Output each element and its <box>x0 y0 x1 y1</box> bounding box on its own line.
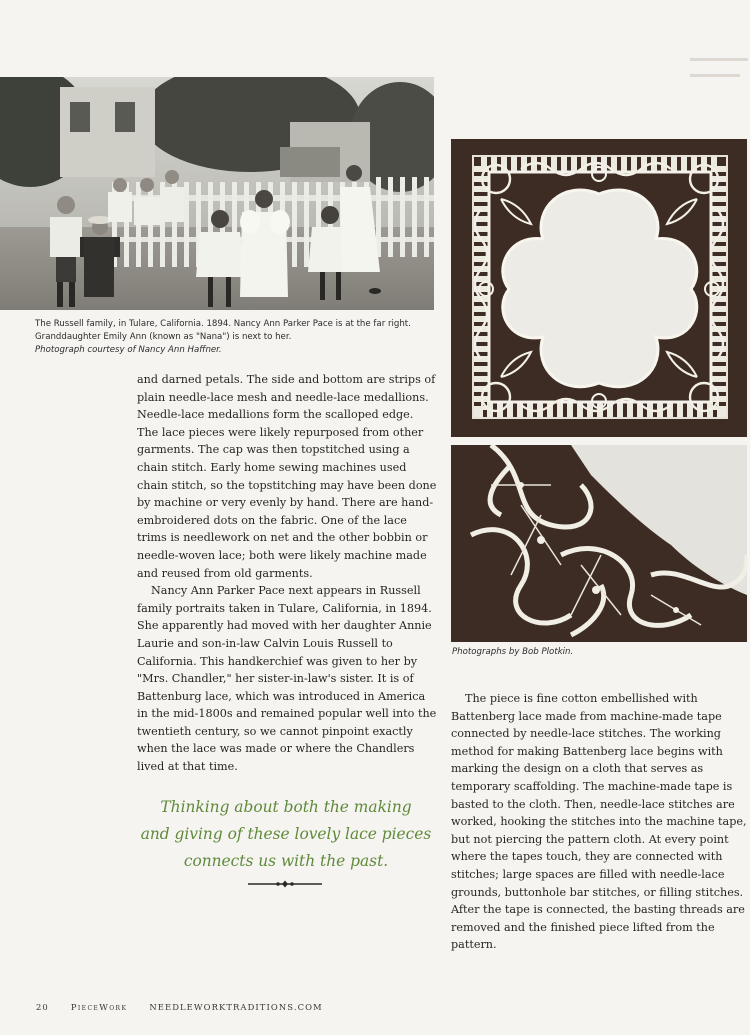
lace-closeup-photo <box>451 445 747 642</box>
pull-quote-line: connects us with the past. <box>183 852 389 870</box>
battenberg-handkerchief-photo <box>451 139 747 437</box>
body-paragraph: The piece is fine cotton embellished with Battenberg lace made from machine-made tape connected by needle-lace stitches. The working method for making Battenberg lace begins with marking the design on a cloth that serves as temporary scaffolding. The machine-made tape is basted to the cloth. Then, needle-lace stitches are worked, hooking the stitches into the machine tape, but not piercing the pattern cloth. At every point where the tapes touch, they are connected with stitches; large spaces are filled with needle-lace grounds, buttonhole bar stitches, or filling stitches. After the tape is connected, the basting threads are removed and the finished piece lifted from the pattern. <box>451 692 747 952</box>
right-body-column <box>451 690 747 954</box>
pull-quote-line: and giving of these lovely lace pieces <box>140 825 432 843</box>
bleed-through-text <box>690 50 750 90</box>
page-footer <box>36 1002 323 1012</box>
body-paragraph: Nancy Ann Parker Pace next appears in Russell family portraits taken in Tulare, California, in 1894. She apparently had moved with her daughter Annie Laurie and son-in-law Calvin Louis Russell to California. This handkerchief was given to her by "Mrs. Chandler," her sister-in-law's sister. It is of Battenburg lace, which was introduced in America in the mid-1800s and remained popular well into the twentieth century, so we cannot pinpoint exactly when the lace was made or where the Chandlers lived at that time. <box>137 584 437 774</box>
family-photo-caption <box>35 318 435 357</box>
photographs-credit: Photographs by Bob Plotkin. <box>452 647 574 657</box>
caption-line: The Russell family, in Tulare, California. 1894. Nancy Ann Parker Pace is at the far right. <box>35 319 411 329</box>
website-url: NEEDLEWORKTRADITIONS.COM <box>149 1002 323 1012</box>
page-number: 20 <box>36 1002 49 1012</box>
caption-line: Granddaughter Emily Ann (known as "Nana") is next to her. <box>35 332 292 342</box>
pull-quote <box>130 794 442 875</box>
body-paragraph: and darned petals. The side and bottom are strips of plain needle-lace mesh and needle-lace medallions. Needle-lace medallions form the scalloped edge. The lace pieces were likely repurposed from other garments. The cap was then topstitched using a chain stitch. Early home sewing machines used chain stitch, so the topstitching may have been done by machine or very evenly by hand. There are hand-embroidered dots on the fabric. One of the lace trims is needlework on net and the other bobbin or needle-woven lace; both were likely machine made and reused from old garments. <box>137 373 437 580</box>
family-photo-illustration <box>0 77 434 310</box>
lace-closeup-illustration <box>451 445 747 642</box>
divider-ornament-icon <box>248 880 322 888</box>
photo-credit: Photograph courtesy of Nancy Ann Haffner. <box>35 345 222 355</box>
handkerchief-illustration <box>451 139 747 437</box>
left-body-column <box>137 371 437 776</box>
family-photograph <box>0 77 434 310</box>
pull-quote-line: Thinking about both the making <box>160 798 412 816</box>
magazine-name: PieceWork <box>70 1002 128 1012</box>
